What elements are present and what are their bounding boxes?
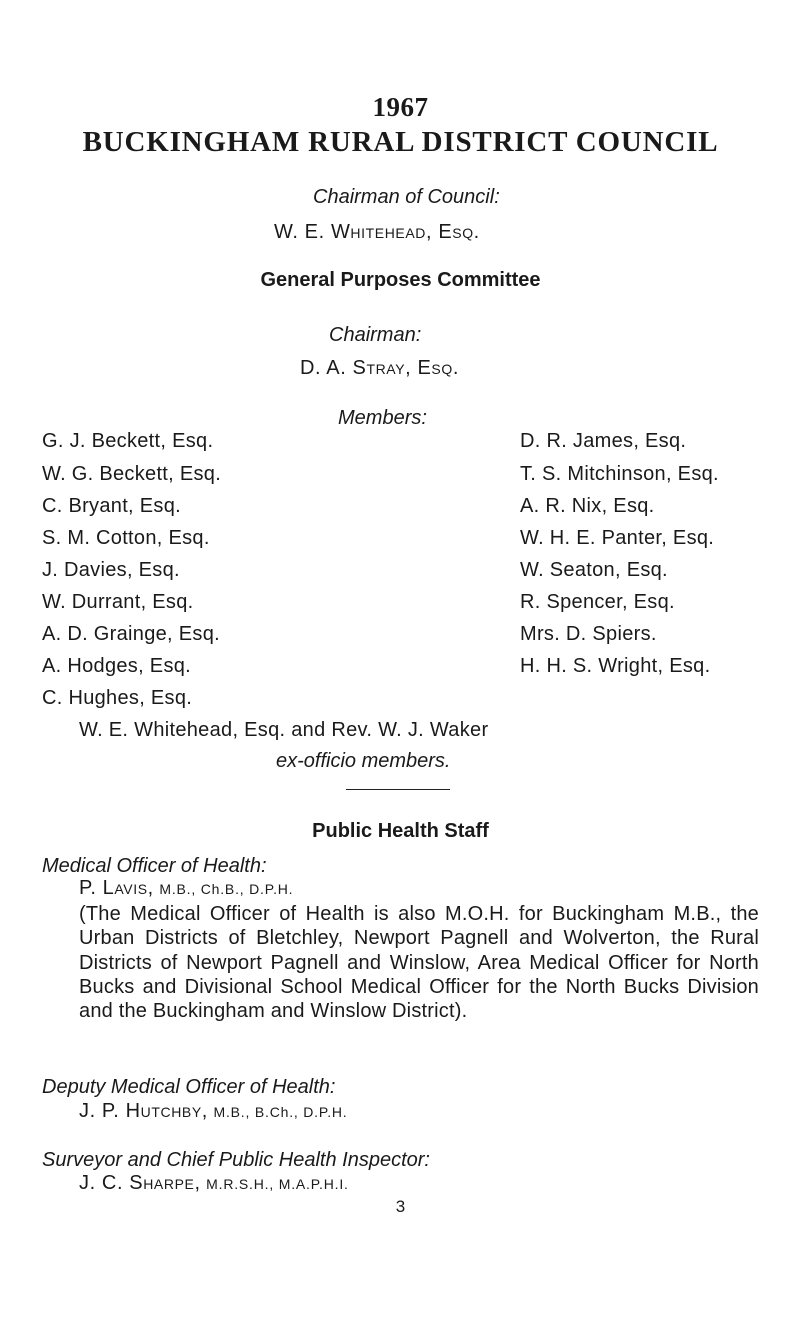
member-left: A. D. Grainge, Esq. (42, 623, 220, 645)
committee-chair-label: Chairman: (329, 324, 422, 346)
surveyor-name: J. C. Sharpe, (79, 1172, 201, 1194)
moh-note: (The Medical Officer of Health is also M.O.H. for Buckingham M.B., the Urban Districts of Bletchley, Newport Pagnell and Wolverton, the Rural Districts of Newport Pagnell and Winslow, Area Medical Officer for North Bucks and Divisional School Medical Officer for the North Bucks Division and the Buckingham and Winslow District). (79, 903, 759, 1023)
member-right: W. Seaton, Esq. (520, 559, 668, 581)
surveyor-line (79, 1172, 349, 1195)
deputy-label: Deputy Medical Officer of Health: (42, 1076, 336, 1098)
council-chair-name: W. E. Whitehead, Esq. (274, 221, 480, 243)
members-label: Members: (338, 407, 427, 429)
page-number: 3 (395, 1197, 406, 1216)
member-left: C. Hughes, Esq. (42, 687, 193, 709)
deputy-name: J. P. Hutchby, (79, 1100, 208, 1122)
surveyor-quals: M.R.S.H., M.A.P.H.I. (206, 1176, 349, 1192)
member-left: C. Bryant, Esq. (42, 495, 181, 517)
member-right: T. S. Mitchinson, Esq. (520, 463, 719, 485)
member-right: Mrs. D. Spiers. (520, 623, 657, 645)
moh-name: P. Lavis, (79, 877, 154, 899)
member-left: S. M. Cotton, Esq. (42, 527, 210, 549)
member-right: D. R. James, Esq. (520, 430, 687, 452)
member-right: R. Spencer, Esq. (520, 591, 675, 613)
surveyor-label: Surveyor and Chief Public Health Inspector: (42, 1149, 430, 1171)
council-title: BUCKINGHAM RURAL DISTRICT COUNCIL (82, 126, 719, 158)
moh-line (79, 877, 293, 900)
member-left: G. J. Beckett, Esq. (42, 430, 214, 452)
year-heading: 1967 (372, 92, 429, 122)
committee-title: General Purposes Committee (260, 269, 541, 291)
committee-chair-name: D. A. Stray, Esq. (300, 357, 459, 379)
ex-officio-names: W. E. Whitehead, Esq. and Rev. W. J. Waker (79, 719, 489, 741)
ex-officio-label: ex-officio members. (276, 750, 451, 772)
member-right: W. H. E. Panter, Esq. (520, 527, 715, 549)
member-left: W. G. Beckett, Esq. (42, 463, 222, 485)
section-divider (346, 789, 450, 790)
member-right: A. R. Nix, Esq. (520, 495, 655, 517)
member-left: J. Davies, Esq. (42, 559, 180, 581)
deputy-quals: M.B., B.Ch., D.P.H. (213, 1104, 348, 1120)
member-right: H. H. S. Wright, Esq. (520, 655, 711, 677)
moh-quals: M.B., Ch.B., D.P.H. (159, 881, 294, 897)
member-left: W. Durrant, Esq. (42, 591, 194, 613)
public-health-title: Public Health Staff (312, 820, 489, 842)
deputy-line (79, 1100, 348, 1123)
member-left: A. Hodges, Esq. (42, 655, 192, 677)
council-chair-label: Chairman of Council: (313, 186, 500, 208)
moh-label: Medical Officer of Health: (42, 855, 267, 877)
